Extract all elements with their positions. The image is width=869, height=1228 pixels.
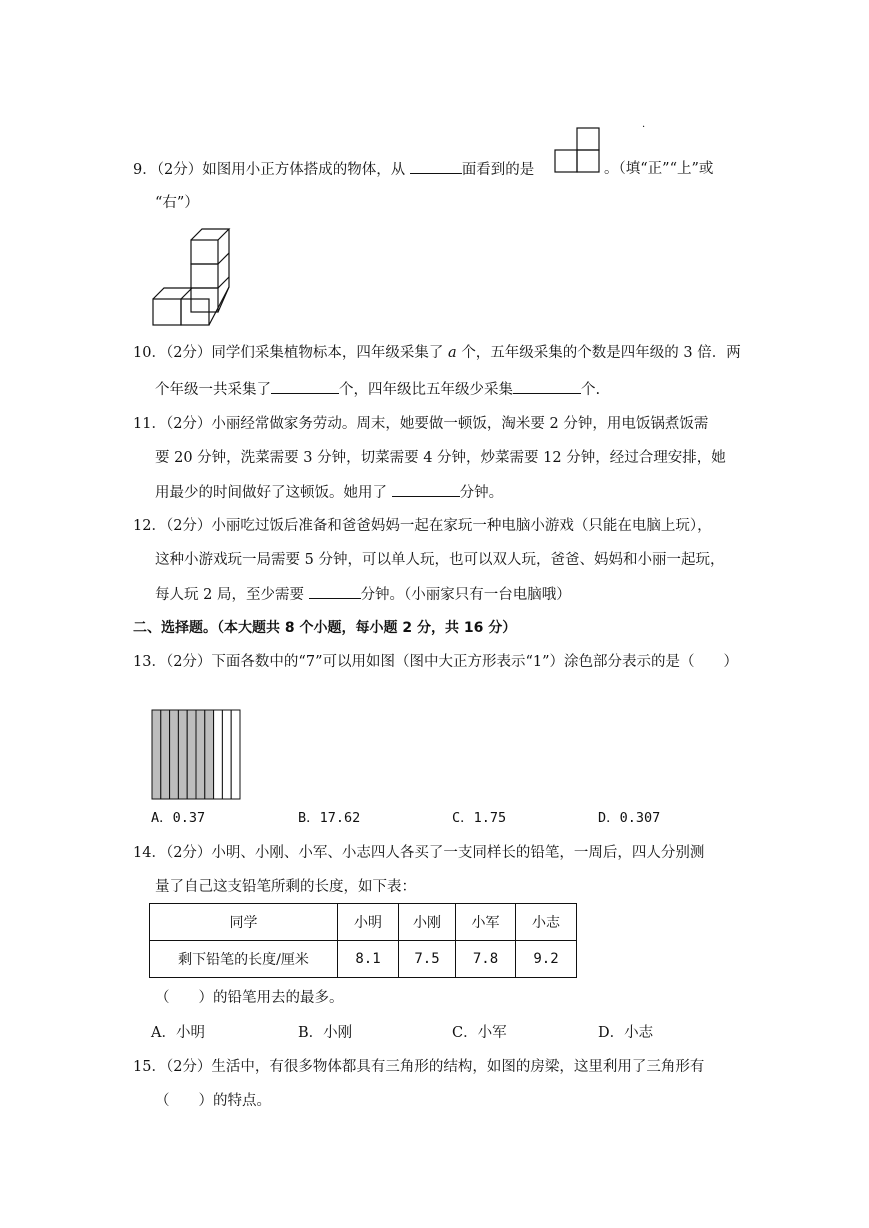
table-cell: 7.5: [399, 941, 456, 978]
q13-option-b[interactable]: B．17.62: [298, 810, 361, 826]
q12-text-a: 每人玩 2 局，至少需要: [155, 587, 304, 603]
q14-option-a[interactable]: A．小明: [151, 1025, 205, 1041]
table-header-cell: 小刚: [399, 904, 456, 941]
q13-decimal-grid-figure: [151, 709, 241, 800]
q10-text-c: 个年级一共采集了: [155, 382, 271, 398]
table-header-cell: 同学: [150, 904, 338, 941]
q14-line2: 量了自己这支铅笔所剩的长度，如下表：: [155, 879, 416, 895]
unshaded-strip: [231, 710, 240, 799]
q13-option-c[interactable]: C．1.75: [452, 810, 507, 826]
q10-variable: a: [448, 345, 457, 361]
q11-line3: [155, 482, 503, 503]
q10-text-a: 10．（2分）同学们采集植物标本，四年级采集了: [133, 345, 444, 361]
q9-text-c: 。（填“正”“上”或: [604, 161, 714, 177]
shaded-strip: [196, 710, 205, 799]
q14-option-c[interactable]: C．小军: [452, 1025, 507, 1041]
q10-line2: [155, 379, 600, 400]
table-cell: 剩下铅笔的长度/厘米: [150, 941, 338, 978]
q11-text-a: 用最少的时间做好了这顿饭。她用了: [155, 485, 387, 501]
q10-answer-blank-2[interactable]: [513, 379, 581, 394]
q10-text-e: 个.: [581, 382, 601, 398]
q10-line1: [133, 343, 741, 363]
q9-cube-stack-figure: [150, 227, 234, 329]
q11-answer-blank[interactable]: [392, 482, 460, 497]
table-row: [150, 941, 577, 978]
table-cell: 9.2: [516, 941, 577, 978]
q11-line1: 11．（2分）小丽经常做家务劳动。周末，她要做一顿饭，淘米要 2 分钟，用电饭锅煮饭需: [133, 416, 709, 432]
table-header-cell: 小明: [338, 904, 399, 941]
q12-line1: 12．（2分）小丽吃过饭后准备和爸爸妈妈一起在家玩一种电脑小游戏（只能在电脑上玩），: [133, 518, 712, 534]
q14-stem: （ ）的铅笔用去的最多。: [155, 990, 344, 1006]
q14-option-b[interactable]: B．小刚: [298, 1025, 353, 1041]
q12-answer-blank[interactable]: [309, 584, 361, 599]
q11-line2: 要 20 分钟，洗菜需要 3 分钟，切菜需要 4 分钟，炒菜需要 12 分钟，经过合理安排，她: [155, 450, 726, 466]
q13-option-d[interactable]: D．0.307: [598, 810, 661, 826]
table-header-cell: 小军: [456, 904, 516, 941]
shaded-strip: [152, 710, 161, 799]
q9-line2: “右”）: [155, 195, 199, 211]
pencil-length-table: [149, 903, 577, 978]
q12-line2: 这种小游戏玩一局需要 5 分钟，可以单人玩，也可以双人玩，爸爸、妈妈和小丽一起玩，: [155, 552, 725, 568]
q9-line1: [133, 159, 534, 180]
q10-answer-blank-1[interactable]: [271, 379, 339, 394]
q15-line2: （ ）的特点。: [155, 1093, 271, 1109]
q13-text: 13．（2分）下面各数中的“7”可以用如图（图中大正方形表示“1”）涂色部分表示的是（ ）: [133, 654, 739, 670]
shaded-strip: [178, 710, 187, 799]
table-cell: 7.8: [456, 941, 516, 978]
shaded-strip: [187, 710, 196, 799]
section-2-heading: 二、选择题。（本大题共 8 个小题，每小题 2 分，共 16 分）: [133, 620, 517, 636]
shaded-strip: [205, 710, 214, 799]
q10-text-b: 个，五年级采集的个数是四年级的 3 倍．两: [461, 345, 741, 361]
q12-text-b: 分钟。（小丽家只有一台电脑哦）: [360, 587, 571, 603]
q13-option-a[interactable]: A．0.37: [151, 810, 206, 826]
q10-text-d: 个，四年级比五年级少采集: [339, 382, 513, 398]
q14-line1: 14．（2分）小明、小刚、小军、小志四人各买了一支同样长的铅笔，一周后，四人分别测: [133, 845, 705, 861]
q11-text-b: 分钟。: [459, 485, 504, 501]
q14-option-d[interactable]: D．小志: [598, 1025, 654, 1041]
q9-answer-blank[interactable]: [410, 159, 462, 174]
q12-line3: [155, 584, 571, 605]
shaded-strip: [170, 710, 179, 799]
q9-text-a: 9．（2分）如图用小正方体搭成的物体，从: [133, 162, 406, 178]
shaded-strip: [161, 710, 170, 799]
q9-view-figure: [553, 126, 603, 174]
table-header-cell: 小志: [516, 904, 577, 941]
q9-text-b: 面看到的是: [461, 162, 535, 178]
table-header-row: [150, 904, 577, 941]
stray-mark: ·: [642, 122, 646, 133]
unshaded-strip: [222, 710, 231, 799]
table-cell: 8.1: [338, 941, 399, 978]
unshaded-strip: [214, 710, 223, 799]
q15-line1: 15．（2分）生活中，有很多物体都具有三角形的结构，如图的房梁，这里利用了三角形有: [133, 1059, 705, 1075]
